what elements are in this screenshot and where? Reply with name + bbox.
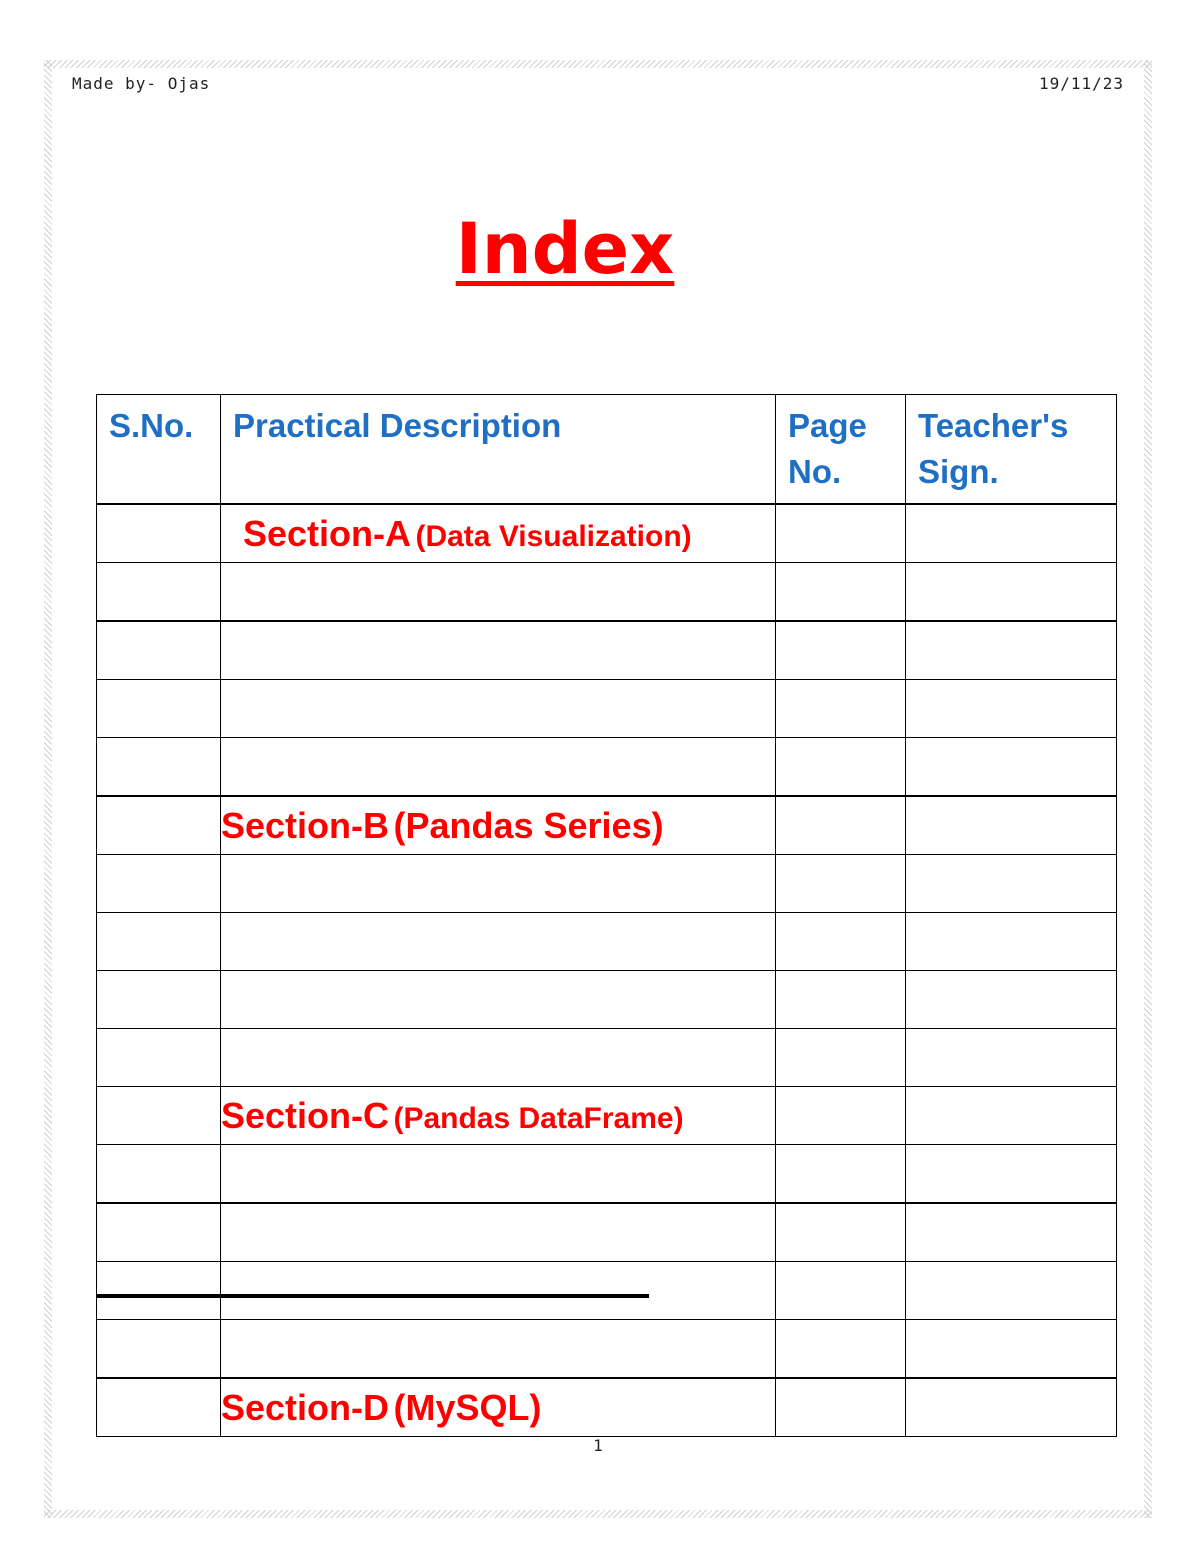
table-row [97, 855, 1117, 913]
table-cell [221, 563, 776, 622]
page-title: Index [455, 208, 675, 290]
table-cell [906, 1378, 1117, 1437]
page-number: 1 [593, 1436, 603, 1455]
table-cell [97, 1145, 221, 1204]
table-cell [906, 680, 1117, 738]
table-cell [221, 913, 776, 971]
table-cell [97, 855, 221, 913]
table-cell [906, 504, 1117, 563]
table-cell [776, 1029, 906, 1087]
table-row [97, 563, 1117, 622]
table-cell [97, 796, 221, 855]
page-border-bottom [44, 1510, 1152, 1518]
table-cell [97, 1203, 221, 1262]
column-header-teacher-sign [906, 395, 1117, 505]
table-cell [906, 971, 1117, 1029]
table-cell [776, 1203, 906, 1262]
table-cell [221, 1029, 776, 1087]
table-header-row [97, 395, 1117, 505]
table-row [97, 1203, 1117, 1262]
section-row-a [97, 504, 1117, 563]
table-row [97, 680, 1117, 738]
table-cell [906, 1203, 1117, 1262]
table-cell [776, 563, 906, 622]
table-row [97, 621, 1117, 680]
table-cell [906, 1029, 1117, 1087]
section-row-b [97, 796, 1117, 855]
page-border-top [44, 60, 1152, 68]
section-row-c [97, 1087, 1117, 1145]
section-a-subtitle: (Data Visualization) [415, 519, 692, 553]
table-row [97, 738, 1117, 797]
column-header-sno: S.No. [97, 395, 221, 505]
section-c-label: Section-C [221, 1094, 390, 1136]
table-cell [97, 971, 221, 1029]
column-header-description: Practical Description [221, 395, 776, 505]
section-a-heading [221, 504, 776, 563]
table-cell [906, 563, 1117, 622]
table-row [97, 971, 1117, 1029]
table-cell [906, 1262, 1117, 1320]
column-header-page-no [776, 395, 906, 505]
table-row [97, 1029, 1117, 1087]
table-cell [776, 971, 906, 1029]
stray-underline [96, 1294, 649, 1298]
table-cell [906, 1320, 1117, 1379]
section-d-subtitle: (MySQL) [393, 1386, 542, 1428]
section-row-d [97, 1378, 1117, 1437]
table-cell [906, 1087, 1117, 1145]
table-cell [221, 1203, 776, 1262]
column-header-page-no-text: Page No. [788, 407, 867, 490]
table-cell [776, 1378, 906, 1437]
table-cell [906, 738, 1117, 797]
table-cell [97, 563, 221, 622]
table-cell [776, 1262, 906, 1320]
table-cell [906, 621, 1117, 680]
table-cell [97, 504, 221, 563]
table-cell [776, 1320, 906, 1379]
table-row [97, 1262, 1117, 1320]
table-cell [221, 1320, 776, 1379]
date-label: 19/11/23 [1038, 74, 1124, 93]
table-row [97, 1320, 1117, 1379]
table-cell [97, 1262, 221, 1320]
table-cell [221, 621, 776, 680]
table-cell [776, 680, 906, 738]
table-row [97, 1145, 1117, 1204]
table-cell [906, 913, 1117, 971]
table-cell [776, 855, 906, 913]
table-cell [221, 680, 776, 738]
table-cell [221, 971, 776, 1029]
section-b-heading [221, 796, 776, 855]
section-b-label: Section-B [221, 804, 390, 846]
section-b-subtitle: (Pandas Series) [393, 804, 664, 846]
column-header-teacher-sign-text: Teacher's Sign. [918, 407, 1069, 490]
table-cell [776, 738, 906, 797]
table-cell [97, 680, 221, 738]
table-cell [97, 1378, 221, 1437]
table-cell [776, 1087, 906, 1145]
table-cell [221, 1262, 776, 1320]
table-cell [906, 1145, 1117, 1204]
author-label: Made by- Ojas [72, 74, 211, 93]
table-cell [221, 855, 776, 913]
table-cell [221, 1145, 776, 1204]
table-row [97, 913, 1117, 971]
table-cell [776, 1145, 906, 1204]
table-cell [906, 796, 1117, 855]
page-border-right [1144, 60, 1152, 1518]
table-cell [97, 738, 221, 797]
index-table [96, 394, 1117, 1437]
table-cell [906, 855, 1117, 913]
table-cell [97, 1029, 221, 1087]
table-cell [97, 913, 221, 971]
table-cell [776, 796, 906, 855]
section-d-heading [221, 1378, 776, 1437]
table-cell [776, 621, 906, 680]
table-cell [97, 1320, 221, 1379]
section-a-label: Section-A [243, 512, 412, 554]
table-cell [97, 621, 221, 680]
section-d-label: Section-D [221, 1386, 390, 1428]
section-c-subtitle: (Pandas DataFrame) [393, 1101, 684, 1135]
table-cell [221, 738, 776, 797]
section-c-heading [221, 1087, 776, 1145]
table-cell [776, 504, 906, 563]
table-cell [776, 913, 906, 971]
table-cell [97, 1087, 221, 1145]
